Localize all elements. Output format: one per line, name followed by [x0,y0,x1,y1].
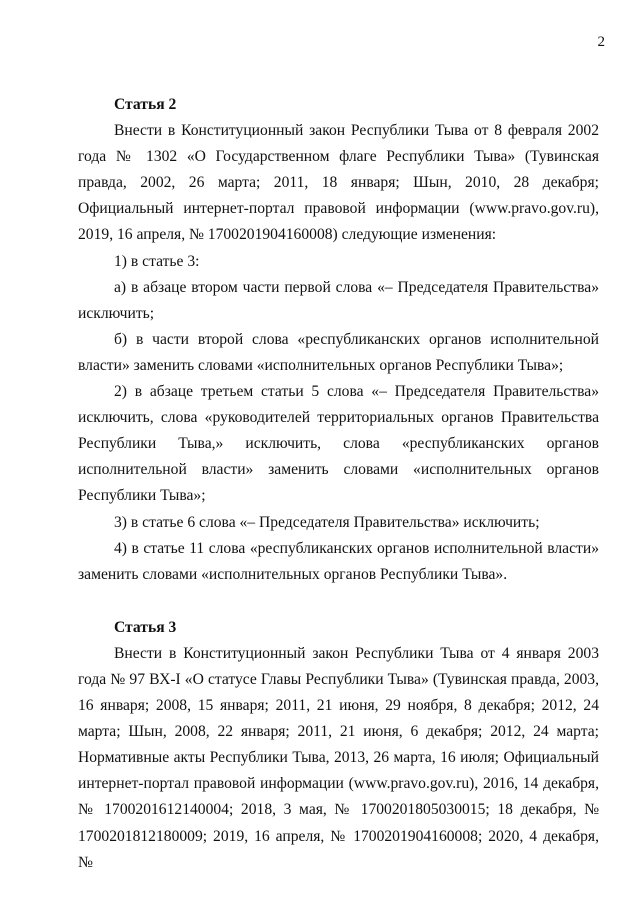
section-spacer [78,588,599,615]
article-3-intro: Внести в Конституционный закон Республики Тыва от 4 января 2003 года № 97 ВХ-I «О статусе Главы Республики Тыва» (Тувинская правда, 2003, 16 января; 2008, 15 января; 2011, 21 июня, 29 ноября, 8 декабря; 2012, 24 марта; Шын, 2008, 22 января; 2011, 21 июня, 6 декабря; 2012, 24 марта; Нормативные акты Республики Тыва, 2013, 26 марта, 16 июля; Официальный интернет-портал правовой информации (www.pravo.gov.ru), 2016, 14 декабря, № 1700201612140004; 2018, 3 мая, № 1700201805030015; 18 декабря, № 1700201812180009; 2019, 16 апреля, № 1700201904160008; 2020, 4 декабря, № [78,644,599,871]
article-2-item-1: 1) в статье 3: [114,252,200,270]
article-2-item-1a: а) в абзаце втором части первой слова «– Председателя Правительства» исключить; [78,278,599,322]
article-2-item-1b: б) в части второй слова «республиканских органов исполнительной власти» заменить словами «исполнительных органов Республики Тыва»; [78,330,599,374]
article-2-intro: Внести в Конституционный закон Республики Тыва от 8 февраля 2002 года № 1302 «О Государственном флаге Республики Тыва» (Тувинская правда, 2002, 26 марта; 2011, 18 января; Шын, 2010, 28 декабря; Официальный интернет-портал правовой информации (www.pravo.gov.ru), 2019, 16 апреля, № 1700201904160008) следующие изменения: [78,122,599,244]
article-2-heading: Статья 2 [114,96,177,113]
article-2-item-4: 4) в статье 11 слова «республиканских органов исполнительной власти» заменить словами «исполнительных органов Республики Тыва». [78,539,599,583]
article-2-item-3: 3) в статье 6 слова «– Председателя Правительства» исключить; [114,513,540,531]
document-body [78,92,599,876]
page-number: 2 [597,34,605,50]
article-3-heading: Статья 3 [114,618,177,636]
article-2-item-2: 2) в абзаце третьем статьи 5 слова «– Председателя Правительства» исключить, слова «руководителей территориальных органов Правительства Республики Тыва,» исключить, слова «республиканских органов исполнительной власти» заменить словами «исполнительных органов Республики Тыва»; [78,383,599,505]
